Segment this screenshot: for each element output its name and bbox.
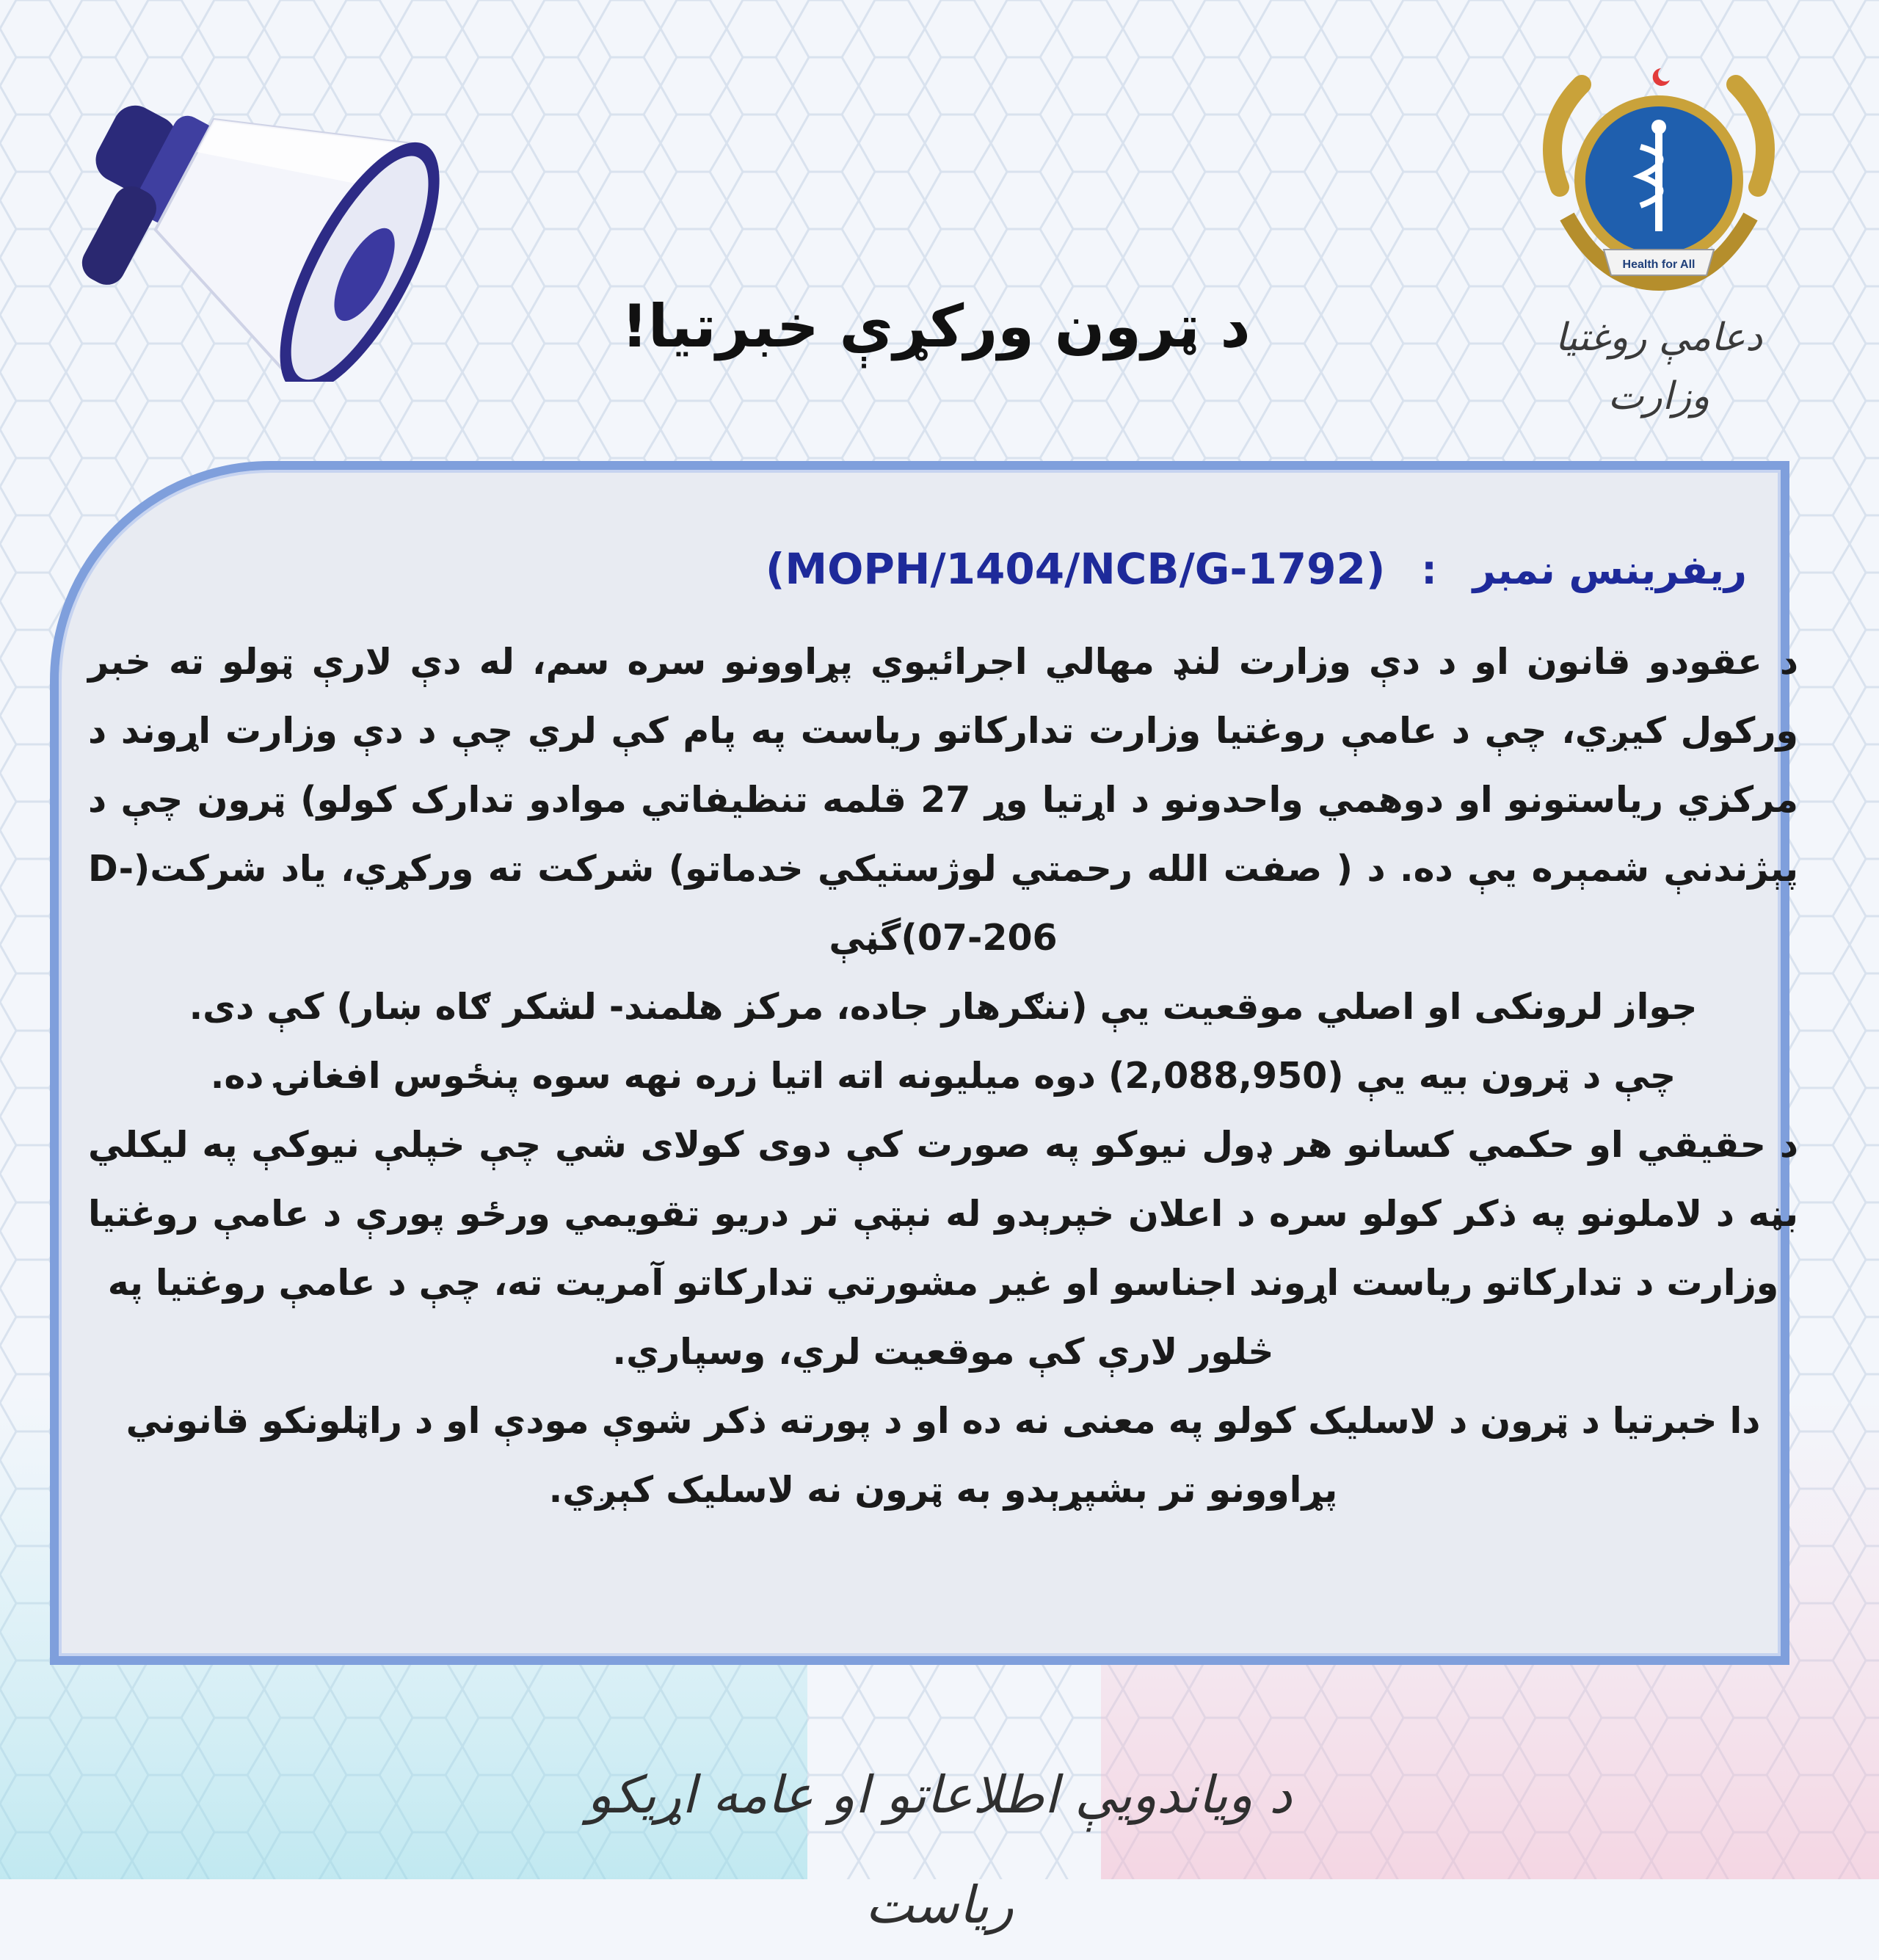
paragraph-3-last-line: څلور لارې کې موقعیت لري، وسپاري. <box>612 1331 1274 1373</box>
ministry-of-public-health-logo <box>1530 62 1787 297</box>
footer-department-calligraphy: د ویاندویې اطلاعاتو او عامه اړیکو ریاست <box>586 1765 1293 1935</box>
paragraph-4: دا خبرتیا د ټرون د لاسلیک کولو په معنی نه ده او د پورته ذکر شوې مودې او د راټلونکو قانوني <box>126 1400 1761 1442</box>
reference-separator: : <box>1421 547 1437 593</box>
reference-line <box>765 529 1747 609</box>
reference-label: ریفرینس نمبر <box>1472 547 1747 593</box>
paragraph-4-last-line: پړاوونو تر بشپړېدو به ټرون نه لاسلیک کېږي. <box>548 1469 1338 1511</box>
logo-slogan-en: Health for All <box>1622 258 1696 271</box>
paragraph-2 <box>88 1042 1798 1111</box>
price-intro: چې د ټرون بیه یې <box>1356 1055 1676 1097</box>
ministry-name-calligraphy: دعامې روغتيا وزارت <box>1555 316 1763 418</box>
paragraph-1: د عقودو قانون او د دې وزارت لنډ مهالي اجرائیوي پړاوونو سره سم، له دې لارې ټولو ته خبر ورکول کیږي، چې د عامې روغتیا وزارت تدارکاتو ریاست په پام کې لري چې د دې وزارت اړوند د مرکزي ریاستونو او دوهمي واحدونو د اړتیا وړ 27 قلمه تنظیفاتي موادو تدارک کولو) ټرون چې د پېژندنې شمېره یې ده. د ( صفت الله رحمتي لوژستیکي خدماتو) شرکت ته ورکړي، یاد شرکت(D-07-206)گڼې <box>88 641 1798 959</box>
page-title: د ټرون ورکړې خبرتیا! <box>621 292 1251 360</box>
paragraph-3: د حقیقي او حکمي کسانو هر ډول نیوکو په صورت کې دوی کولای شي چې خپلې نیوکې په لیکلي بڼه د لاملونو په ذکر کولو سره د اعلان خپرېدو له نېټې تر دریو تقویمي ورځو پورې د عامې روغتیا وزارت د تدارکاتو ریاست اړوند اجناسو او غیر مشورتي تدارکاتو آمریت ته، چې د عامې روغتیا په <box>88 1124 1798 1304</box>
announcement-body <box>88 628 1798 1655</box>
price-amount: (2,088,950) <box>1108 1055 1344 1097</box>
megaphone-icon <box>73 44 455 382</box>
reference-number: (MOPH/1404/NCB/G-1792) <box>765 544 1386 594</box>
price-in-words: دوه میلیونه اته اتیا زره نهه سوه پنځوس افغانۍ ده. <box>210 1055 1096 1097</box>
paragraph-1-last-line: جواز لرونکی او اصلي موقعیت یې (ننګرهار جاده، مرکز هلمند- لشکر ګاه ښار) کې دی. <box>189 986 1698 1028</box>
